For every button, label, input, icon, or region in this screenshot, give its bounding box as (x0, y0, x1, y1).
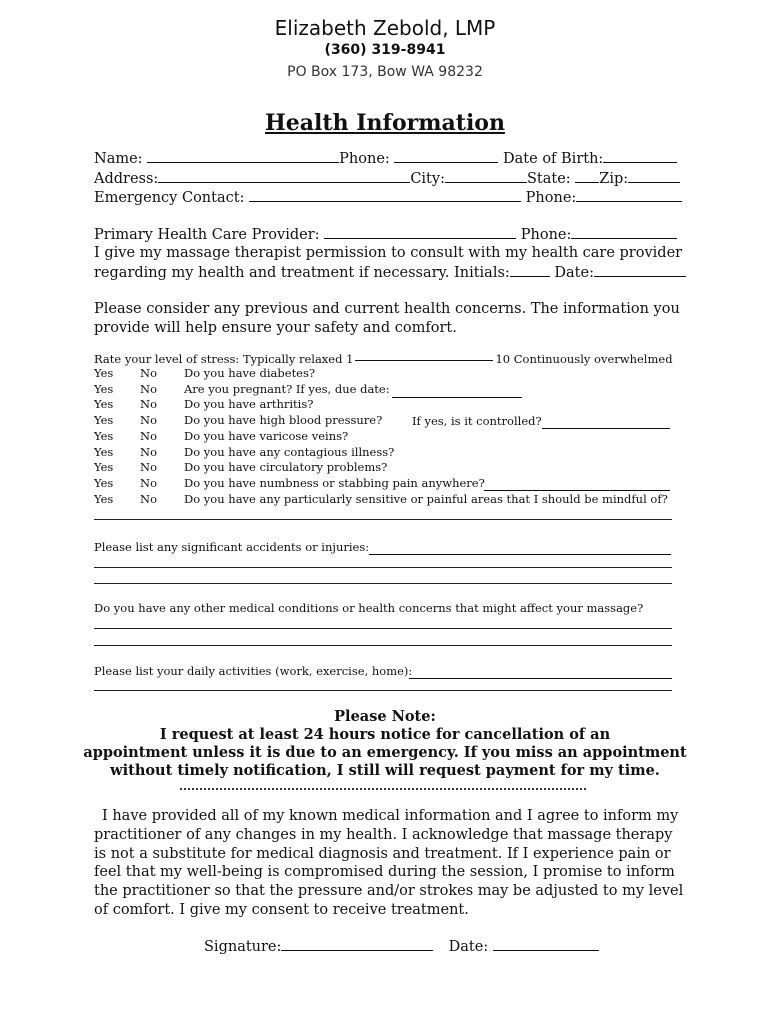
provider-phone-field[interactable] (571, 226, 677, 239)
yes-option[interactable]: Yes (94, 476, 114, 490)
bp-controlled-label: If yes, is it controlled? (412, 414, 542, 428)
no-option[interactable]: No (140, 366, 157, 380)
note-line-1: I request at least 24 hours notice for cancellation of an (159, 726, 611, 743)
provider-label: Primary Health Care Provider: (94, 227, 320, 243)
accidents-label: Please list any significant accidents or injuries: (94, 540, 370, 554)
address-row (94, 170, 680, 187)
practitioner-name: Elizabeth Zebold, LMP (274, 16, 496, 40)
question-text: Are you pregnant? If yes, due date: (184, 382, 390, 396)
signature-date-label: Date: (448, 939, 489, 955)
question-text: Do you have any contagious illness? (184, 445, 395, 459)
state-label: State: (526, 171, 571, 187)
activities-line-2[interactable] (94, 690, 672, 691)
other-conditions-line-2[interactable] (94, 645, 672, 646)
yes-option[interactable]: Yes (94, 492, 114, 506)
name-field[interactable] (147, 150, 339, 163)
accidents-line-2[interactable] (94, 567, 672, 568)
question-text: Do you have arthritis? (184, 397, 314, 411)
yes-option[interactable]: Yes (94, 397, 114, 411)
signature-date-field[interactable] (493, 938, 599, 951)
note-heading: Please Note: (334, 708, 436, 725)
address-label: Address: (94, 171, 159, 187)
no-option[interactable]: No (140, 460, 157, 474)
phone-label: Phone: (339, 151, 390, 167)
activities-field[interactable] (409, 666, 672, 679)
no-option[interactable]: No (140, 413, 157, 427)
bp-controlled-field[interactable] (542, 416, 670, 429)
emergency-row (94, 189, 682, 206)
sensitive-areas-line[interactable] (94, 519, 672, 520)
due-date-field[interactable] (392, 385, 522, 398)
consent-text: regarding my health and treatment if necessary. (94, 265, 450, 281)
city-label: City: (410, 171, 445, 187)
signature-label: Signature: (204, 939, 282, 955)
question-text: Do you have high blood pressure? (184, 413, 383, 427)
no-option[interactable]: No (140, 476, 157, 490)
question-text: Do you have any particularly sensitive or painful areas that I should be mindful of? (184, 492, 668, 506)
dob-field[interactable] (603, 150, 677, 163)
dob-label: Date of Birth: (503, 151, 604, 167)
name-row (94, 150, 677, 167)
city-field[interactable] (445, 170, 527, 183)
accidents-row (94, 540, 369, 554)
yes-option[interactable]: Yes (94, 429, 114, 443)
state-field[interactable] (575, 170, 599, 183)
yes-option[interactable]: Yes (94, 366, 114, 380)
question-text: Do you have circulatory problems? (184, 460, 388, 474)
provider-phone-label: Phone: (520, 227, 572, 243)
signature-row (204, 938, 599, 955)
address-field[interactable] (158, 170, 410, 183)
no-option[interactable]: No (140, 397, 157, 411)
stress-scale-line[interactable] (355, 360, 493, 361)
yes-option[interactable]: Yes (94, 445, 114, 459)
other-conditions-line-1[interactable] (94, 628, 672, 629)
signature-field[interactable] (281, 938, 433, 951)
stress-label: Rate your level of stress: Typically relaxed 1 (94, 352, 354, 366)
consent-date-label: Date: (554, 265, 594, 281)
stress-end-label: 10 Continuously overwhelmed (495, 352, 673, 366)
other-conditions-label: Do you have any other medical conditions or health concerns that might affect your massage? (94, 601, 644, 615)
zip-label: Zip: (599, 171, 629, 187)
provider-field[interactable] (324, 226, 516, 239)
no-option[interactable]: No (140, 382, 157, 396)
name-label: Name: (94, 151, 143, 167)
numbness-location-field[interactable] (484, 478, 670, 491)
agreement-paragraph: I have provided all of my known medical information and I agree to inform my practitioner of any changes in my health. I acknowledge that massage therapy is not a substitute for medical diagnosis and treatment. If I experience pain or feel that my well-being is compromised during the session, I promise to inform the practitioner so that the pressure and/or strokes may be adjusted to my level of comfort. I give my consent to receive treatment. (94, 808, 684, 918)
note-line-2: appointment unless it is due to an emergency. If you miss an appointment (83, 744, 687, 761)
note-line-3: without timely notification, I still will request payment for my time. (110, 762, 660, 779)
yes-option[interactable]: Yes (94, 460, 114, 474)
consent-line-1: I give my massage therapist permission to consult with my health care provider (94, 245, 683, 261)
activities-label: Please list your daily activities (work, exercise, home): (94, 664, 413, 678)
question-text: Do you have diabetes? (184, 366, 316, 380)
emergency-label: Emergency Contact: (94, 190, 245, 206)
emergency-phone-label: Phone: (525, 190, 577, 206)
zip-field[interactable] (628, 170, 680, 183)
no-option[interactable]: No (140, 492, 157, 506)
practitioner-phone: (360) 319-8941 (324, 42, 446, 58)
question-text: Do you have varicose veins? (184, 429, 349, 443)
initials-label: Initials: (454, 265, 510, 281)
page-title: Health Information (265, 110, 505, 136)
yes-option[interactable]: Yes (94, 382, 114, 396)
no-option[interactable]: No (140, 429, 157, 443)
intro-paragraph: Please consider any previous and current health concerns. The information you provide will help ensure your safety and comfort. (94, 301, 680, 336)
initials-field[interactable] (510, 264, 550, 277)
no-option[interactable]: No (140, 445, 157, 459)
consent-date-field[interactable] (594, 264, 686, 277)
emergency-field[interactable] (249, 189, 521, 202)
provider-row (94, 226, 677, 243)
practitioner-address: PO Box 173, Bow WA 98232 (287, 64, 483, 80)
note-divider (180, 788, 586, 790)
accidents-line-3[interactable] (94, 583, 672, 584)
question-text: Do you have numbness or stabbing pain anywhere? (184, 476, 485, 490)
phone-field[interactable] (394, 150, 498, 163)
accidents-field[interactable] (369, 542, 671, 555)
emergency-phone-field[interactable] (576, 189, 682, 202)
yes-option[interactable]: Yes (94, 413, 114, 427)
stress-row (94, 352, 673, 366)
consent-line-2 (94, 264, 686, 281)
